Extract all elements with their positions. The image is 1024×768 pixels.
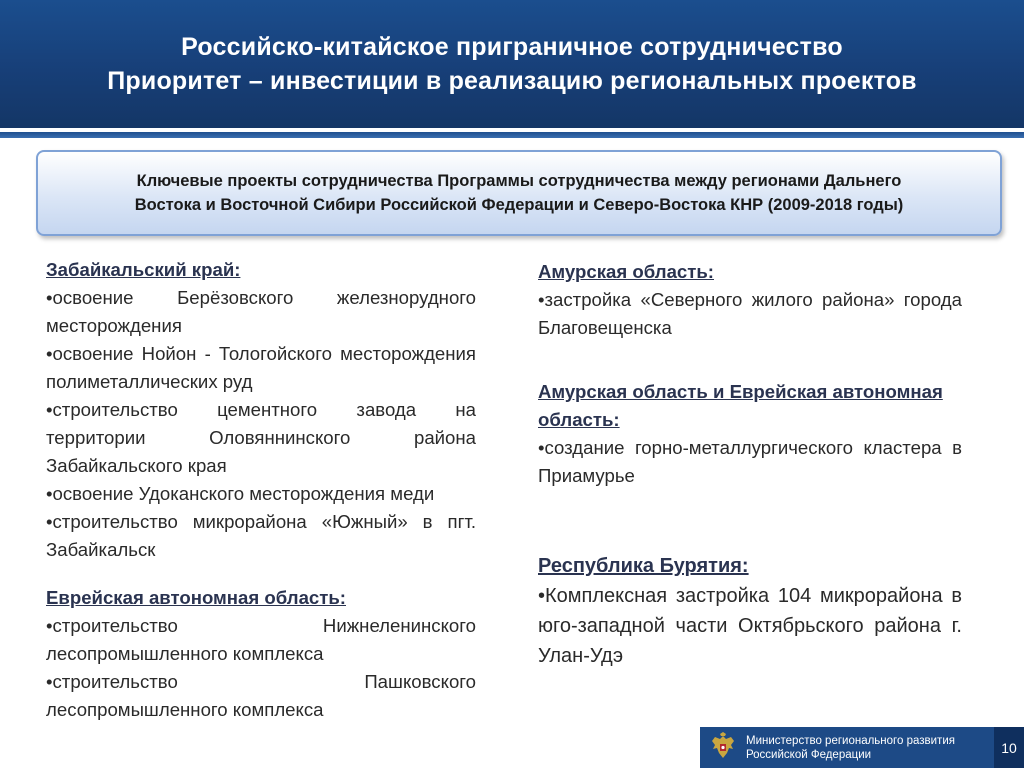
list-item: •освоение Удоканского месторождения меди	[46, 483, 435, 504]
spacer	[46, 564, 476, 584]
subtitle-line1: Ключевые проекты сотрудничества Программы сотрудничества между регионами Дальнего	[136, 172, 902, 190]
subtitle-box	[36, 150, 1002, 236]
region-heading: Еврейская автономная область:	[46, 587, 346, 608]
list-item: •строительство Пашковского лесопромышленного комплекса	[46, 671, 476, 720]
ministry-name	[746, 734, 994, 762]
ministry-name-line1: Министерство регионального развития	[746, 734, 955, 747]
region-jewish	[46, 584, 476, 724]
ministry-name-line2: Российской Федерации	[746, 748, 872, 761]
region-buryatia	[538, 551, 962, 671]
list-item: •создание горно-металлургического кластера в Приамурье	[538, 437, 962, 486]
left-column	[46, 256, 476, 724]
region-heading: Амурская область:	[538, 261, 714, 282]
slide-header	[0, 0, 1024, 128]
list-item: •строительство микрорайона «Южный» в пгт. Забайкальск	[46, 511, 476, 560]
subtitle-line2: Востока и Восточной Сибири Российской Федерации и Северо-Востока КНР (2009-2018 годы)	[134, 196, 904, 214]
page-number: 10	[994, 727, 1024, 768]
region-zabaikalsky	[46, 256, 476, 564]
slide-title-line1: Российско-китайское приграничное сотрудничество	[181, 33, 843, 61]
subtitle-text	[135, 169, 904, 217]
header-divider-accent	[0, 132, 1024, 138]
ministry-footer	[700, 727, 1024, 768]
slide-title-line2: Приоритет – инвестиции в реализацию региональных проектов	[107, 67, 917, 95]
list-item: •Комплексная застройка 104 микрорайона в юго-западной части Октябрьского района г. Улан-Удэ	[538, 585, 962, 667]
list-item: •строительство Нижнеленинского лесопромышленного комплекса	[46, 615, 476, 664]
region-heading: Забайкальский край:	[46, 259, 241, 280]
list-item: •освоение Нойон - Тологойского месторождения полиметаллических руд	[46, 343, 476, 392]
region-amur	[538, 258, 962, 342]
region-amur-jewish	[538, 378, 962, 490]
list-item: •застройка «Северного жилого района» города Благовещенска	[538, 289, 962, 338]
list-item: •строительство цементного завода на территории Оловяннинского района Забайкальского края	[46, 399, 476, 476]
double-headed-eagle-icon	[706, 731, 740, 765]
region-heading: Амурская область и Еврейская автономная область:	[538, 381, 943, 430]
list-item: •освоение Берёзовского железнорудного месторождения	[46, 287, 476, 336]
region-heading: Республика Бурятия:	[538, 555, 749, 577]
